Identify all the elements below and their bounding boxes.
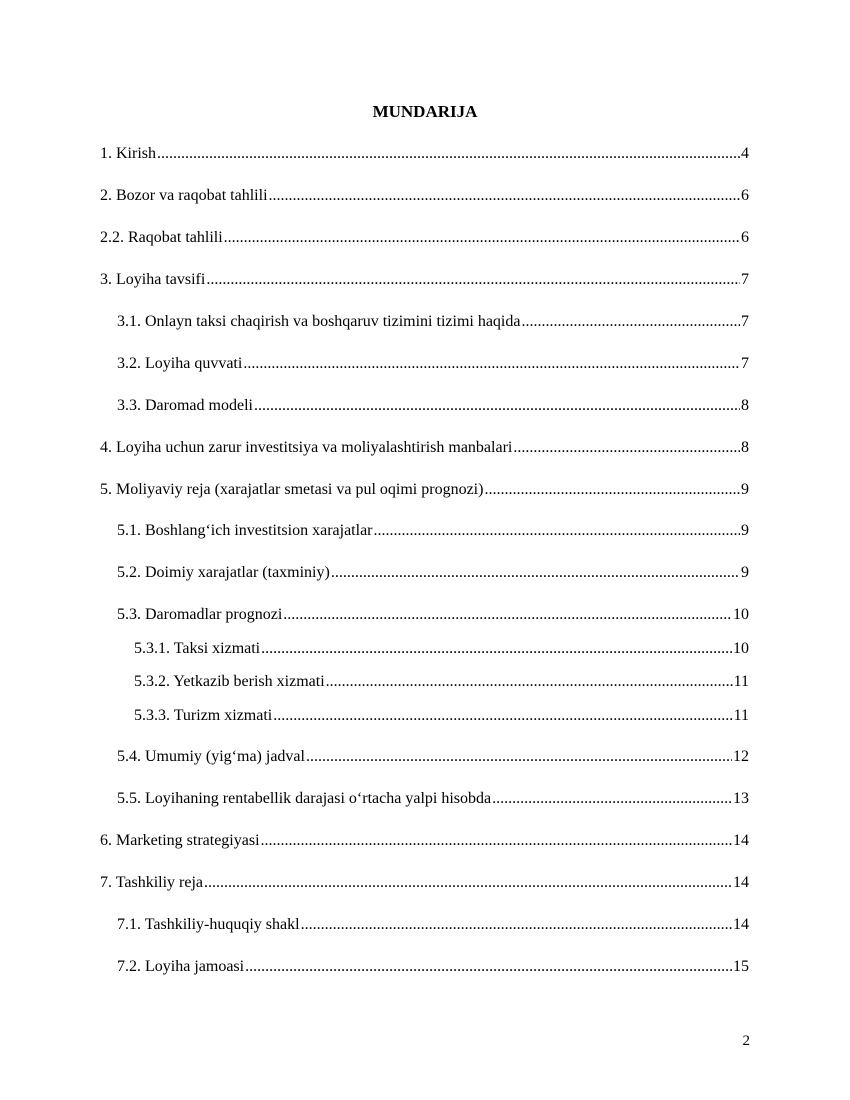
dot-leader — [243, 353, 740, 375]
toc-entry-page: 9 — [741, 481, 749, 498]
toc-entry-doimiy[interactable] — [117, 562, 749, 584]
toc-entry-moliyaviy-reja[interactable] — [100, 479, 749, 501]
toc-entry-label: 5.5. Loyihaning rentabellik darajasi o‘rtacha yalpi hisobda — [117, 790, 492, 807]
dot-leader — [513, 437, 740, 459]
dot-leader — [283, 604, 732, 626]
dot-leader — [492, 788, 732, 810]
toc-entry-label: 5.1. Boshlang‘ich investitsion xarajatlar — [117, 522, 373, 539]
dot-leader — [254, 395, 740, 417]
toc-entry-page: 7 — [741, 271, 749, 288]
dot-leader — [224, 227, 740, 249]
toc-entry-page: 7 — [741, 313, 749, 330]
toc-entry-boshlangich[interactable] — [117, 520, 749, 542]
toc-entry-tashkiliy-huquqiy[interactable] — [117, 914, 749, 936]
toc-entry-onlayn-taksi[interactable] — [117, 311, 749, 333]
dot-leader — [269, 185, 740, 207]
toc-entry-label: 3.3. Daromad modeli — [117, 397, 253, 414]
dot-leader — [484, 479, 740, 501]
toc-entry-marketing[interactable] — [100, 830, 749, 852]
toc-entry-label: 5. Moliyaviy reja (xarajatlar smetasi va pul oqimi prognozi) — [100, 481, 484, 498]
toc-entry-page: 14 — [733, 874, 749, 891]
dot-leader — [521, 311, 740, 333]
toc-entry-yetkazib-berish[interactable] — [134, 671, 749, 693]
toc-entry-label: 4. Loyiha uchun zarur investitsiya va moliyalashtirish manbalari — [100, 439, 513, 456]
toc-entry-page: 8 — [741, 439, 749, 456]
dot-leader — [331, 562, 740, 584]
dot-leader — [261, 830, 732, 852]
toc-entry-label: 2. Bozor va raqobat tahlili — [100, 187, 268, 204]
toc-entry-page: 6 — [741, 187, 749, 204]
toc-entry-page: 13 — [733, 790, 749, 807]
toc-entry-rentabellik[interactable] — [117, 788, 749, 810]
toc-entry-label: 7.1. Tashkiliy-huquqiy shakl — [117, 916, 300, 933]
toc-entry-page: 10 — [733, 640, 749, 657]
toc-entry-page: 7 — [741, 355, 749, 372]
toc-entry-label: 3. Loyiha tavsifi — [100, 271, 206, 288]
toc-entry-label: 7. Tashkiliy reja — [100, 874, 204, 891]
toc-entry-page: 9 — [741, 564, 749, 581]
toc-entry-loyiha-tavsifi[interactable] — [100, 269, 749, 291]
dot-leader — [206, 269, 740, 291]
dot-leader — [301, 914, 732, 936]
toc-entry-label: 3.2. Loyiha quvvati — [117, 355, 243, 372]
toc-entry-page: 15 — [733, 958, 749, 975]
dot-leader — [374, 520, 741, 542]
toc-entry-label: 5.4. Umumiy (yig‘ma) jadval — [117, 748, 305, 765]
toc-entry-investitsiya[interactable] — [100, 437, 749, 459]
toc-entry-loyiha-jamoasi[interactable] — [117, 956, 749, 978]
dot-leader — [204, 872, 732, 894]
toc-entry-label: 2.2. Raqobat tahlili — [100, 229, 223, 246]
dot-leader — [157, 143, 740, 165]
dot-leader — [326, 671, 733, 693]
toc-entry-page: 11 — [733, 707, 749, 724]
dot-leader — [245, 956, 732, 978]
toc-entry-page: 11 — [733, 673, 749, 690]
toc-entry-raqobat[interactable] — [100, 227, 749, 249]
toc-entry-page: 6 — [741, 229, 749, 246]
toc-entry-label: 5.2. Doimiy xarajatlar (taxminiy) — [117, 564, 330, 581]
toc-entry-label: 5.3.2. Yetkazib berish xizmati — [134, 673, 325, 690]
toc-entry-turizm[interactable] — [134, 705, 749, 727]
dot-leader — [306, 746, 732, 768]
toc-entry-kirish[interactable] — [100, 143, 749, 165]
toc-entry-label: 7.2. Loyiha jamoasi — [117, 958, 245, 975]
dot-leader — [273, 705, 732, 727]
toc-entry-label: 5.3.3. Turizm xizmati — [134, 707, 273, 724]
toc-entry-label: 1. Kirish — [100, 145, 156, 162]
toc-entry-taksi-xizmati[interactable] — [134, 638, 749, 660]
toc-entry-bozor[interactable] — [100, 185, 749, 207]
toc-entry-daromadlar[interactable] — [117, 604, 749, 626]
toc-entry-page: 4 — [741, 145, 749, 162]
toc-title: MUNDARIJA — [372, 102, 478, 121]
page-number: 2 — [742, 1033, 750, 1049]
toc-entry-page: 10 — [733, 606, 749, 623]
toc-entry-label: 5.3. Daromadlar prognozi — [117, 606, 283, 623]
toc-entry-label: 3.1. Onlayn taksi chaqirish va boshqaruv tizimini tizimi haqida — [117, 313, 521, 330]
toc-entry-loyiha-quvvati[interactable] — [117, 353, 749, 375]
toc-entry-page: 14 — [733, 832, 749, 849]
toc-entry-umumiy-jadval[interactable] — [117, 746, 749, 768]
toc-entry-label: 5.3.1. Taksi xizmati — [134, 640, 261, 657]
toc-entry-page: 14 — [733, 916, 749, 933]
toc-entry-page: 9 — [741, 522, 749, 539]
toc-entry-label: 6. Marketing strategiyasi — [100, 832, 260, 849]
toc-entry-tashkiliy-reja[interactable] — [100, 872, 749, 894]
toc-entry-page: 12 — [733, 748, 749, 765]
dot-leader — [261, 638, 732, 660]
toc-entry-daromad-modeli[interactable] — [117, 395, 749, 417]
toc-entry-page: 8 — [741, 397, 749, 414]
